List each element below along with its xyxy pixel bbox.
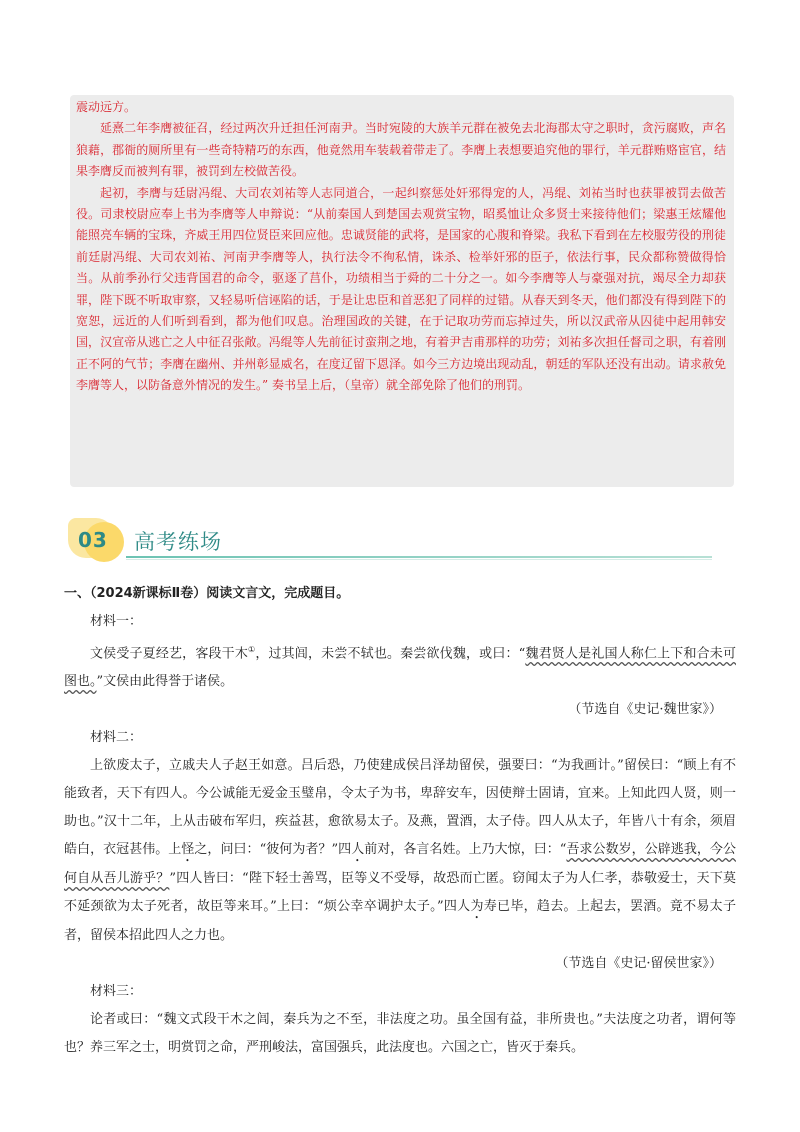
section-title: 高考练场 [134,530,222,554]
source-citation: （节选自《史记·魏世家》） [568,702,722,718]
text-run: 上欲废太子，立戚夫人子赵王如意。吕后恐，乃使建成侯吕泽劫留侯，强要曰：“为我画计。”留侯曰：“顾上有不能致者，天下有四人。今公诚能无爱金玉璧帛，令太子为书，卑辞安车，因使辩士固请，宜来。上知此四人贤，则一助也。”汉十二年，上从击破布军归，疾益甚，愈欲易太子。及燕，置酒，太子侍。四人从太子，年皆八十有余，须眉皓白，衣冠甚伟。上 [64,758,736,858]
question-title: 一、（2024新课标Ⅱ卷）阅读文言文，完成题目。 [64,586,350,601]
material-label: 材料三： [90,984,143,1000]
footnote-marker: ① [248,645,256,654]
text-run: ”文侯由此得誉于诸侯。 [96,674,234,690]
text-run: ”四人皆曰：“陛下轻士善骂，臣等义不受辱，故恐而亡匿。窃闻太子为人仁孝，恭敬爱士，天下莫不延颈欲为太子死者，故臣等来耳。”上曰：“烦公幸卒调护太子。”四人 [64,871,736,915]
section-divider [126,556,712,558]
section-header [62,514,712,566]
text-run: ，过其闾，未尝不轼也。秦尝欲伐魏，或曰：“ [255,646,526,662]
material-label: 材料一： [90,614,143,629]
material-paragraph [64,752,736,950]
translation-paragraph: 起初，李膺与廷尉冯绲、大司农刘祐等人志同道合，一起纠察惩处奸邪得宠的人，冯绲、刘祐当时也获罪被罚去做苦役。司隶校尉应奉上书为李膺等人申辩说：“从前秦国人到楚国去观赏宝物，昭奚恤让众多贤士来接待他们；梁惠王炫耀他能照亮车辆的宝珠，齐威王用四位贤臣来回应他。忠诚贤能的武将，是国家的心腹和脊梁。我私下看到在左校服劳役的刑徒前廷尉冯绲、大司农刘祐、河南尹李膺等人，执行法令不徇私情，诛杀、检举奸邪的臣子，依法行事，民众都称赞做得恰当。从前季孙行父违背国君的命令，驱逐了莒仆，功绩相当于舜的二十分之一。如今李膺等人与豪强对抗，竭尽全力却获罪，陛下既不听取审察，又轻易听信诬陷的话，于是让忠臣和首恶犯了同样的过错。从春天到冬天，他们都没有得到陛下的宽恕，远近的人们听到看到，都为他们叹息。治理国政的关键，在于记取功劳而忘掉过失，所以汉武帝从囚徒中起用韩安国，汉宣帝从逃亡之人中征召张敞。冯绲等人先前征讨蛮荆之地，有着尹吉甫那样的功劳；刘祐多次担任督司之职，有着刚正不阿的气节；李膺在幽州、并州彰显威名，在度辽留下恩泽。如今三方边境出现动乱，朝廷的军队还没有出动。请求赦免李膺等人，以防备意外情况的发生。” 奏书呈上后，（皇帝）就全部免除了他们的刑罚。 [76,185,726,393]
section-divider-shadow [126,559,712,560]
section-number: 03 [78,528,108,552]
material-label: 材料二： [90,730,143,746]
emphasized-char: 怪 [181,842,195,858]
emphasized-char: 人 [351,842,365,858]
wavy-underlined-text: 魏君贤人是礼国人称仁上下和合未可图也。 [64,646,736,690]
material-paragraph: 论者或曰：“魏文式段干木之闾，秦兵为之不至，非法度之功。虽全国有益，非所贵也。”夫法度之功者，谓何等也？养三军之士，明赏罚之命，严刑峻法，富国强兵，此法度也。六国之亡，皆灭于秦兵。 [64,1012,736,1056]
translation-paragraph: 震动远方。 [76,100,137,114]
material-paragraph [64,636,736,696]
translation-paragraph: 延熹二年李膺被征召，经过两次升迁担任河南尹。当时宛陵的大族羊元群在被免去北海郡太守之职时，贪污腐败，声名狼藉，郡衙的厕所里有一些奇特精巧的东西，他竟然用车装载着带走了。李膺上表想要追究他的罪行，羊元群贿赂宦官，结果李膺反而被判有罪，被罚到左校做苦役。 [76,121,726,179]
text-run: 寿已毕，趋去。上起去，罢酒。竟不易太子者，留侯本招此四人之力也。 [64,899,736,944]
text-run: 前对，各言名姓。上乃大惊，曰：“ [364,842,567,858]
source-citation: （节选自《史记·留侯世家》） [555,956,722,972]
emphasized-char: 为 [470,899,484,915]
text-run: 之，问曰：“彼何为者？”四 [194,842,352,858]
text-run: 文侯受子夏经艺，客段干木 [90,646,248,662]
translation-block [70,95,734,487]
wavy-underlined-text: 吾求公数岁，公辟逃我，今公何自从吾儿游乎？ [64,842,736,887]
question-body [64,580,736,1062]
